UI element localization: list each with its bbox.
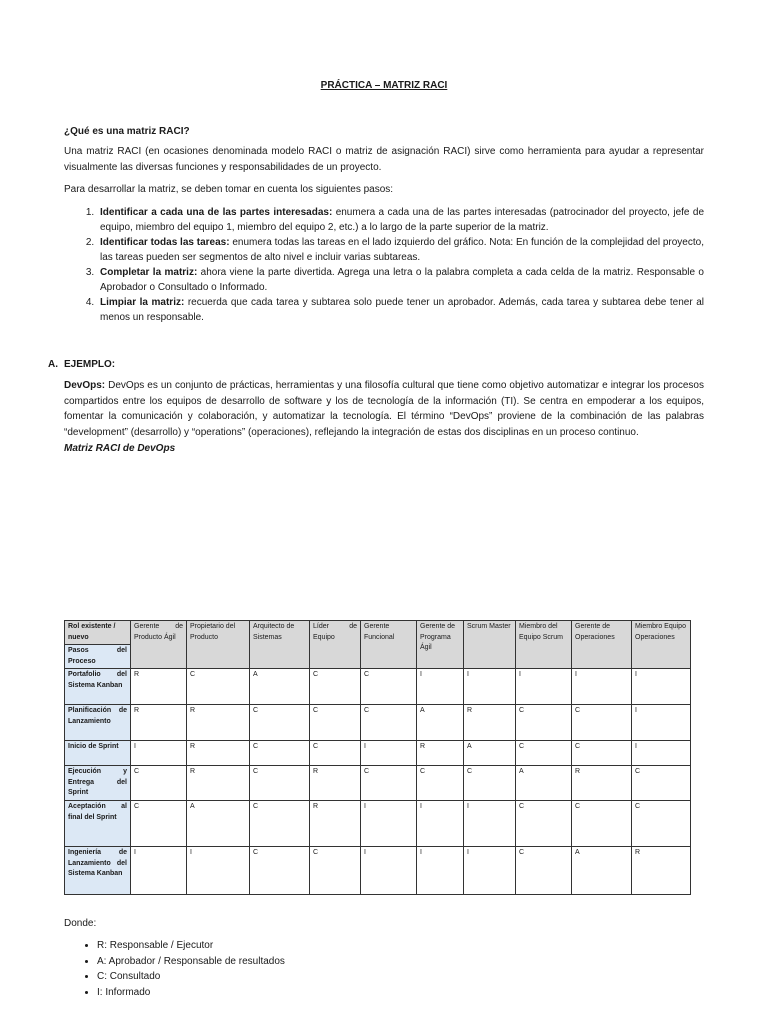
steps-list-container bbox=[64, 205, 704, 325]
legend-item: • A: Aprobador / Responsable de resultados bbox=[97, 954, 285, 970]
step-text: recuerda que cada tarea y subtarea solo puede tener un aprobador. Además, cada tarea y subtarea debe tener al menos un responsable. bbox=[100, 297, 704, 323]
raci-cell: A bbox=[464, 741, 516, 766]
raci-cell: C bbox=[632, 801, 691, 847]
role-header: Gerente Funcional bbox=[361, 621, 417, 669]
role-header: Gerente de Programa Ágil bbox=[417, 621, 464, 669]
raci-cell: R bbox=[632, 847, 691, 895]
raci-cell: C bbox=[250, 801, 310, 847]
legend-item: • I: Informado bbox=[97, 985, 285, 1001]
raci-cell: R bbox=[131, 705, 187, 741]
step-label: Completar la matriz: bbox=[100, 267, 198, 278]
raci-cell: C bbox=[250, 705, 310, 741]
raci-cell: R bbox=[310, 801, 361, 847]
raci-cell: R bbox=[417, 741, 464, 766]
section-heading bbox=[48, 359, 115, 370]
raci-cell: C bbox=[516, 705, 572, 741]
raci-cell: R bbox=[310, 766, 361, 801]
role-header: Propietario del Producto bbox=[187, 621, 250, 669]
raci-cell: C bbox=[516, 847, 572, 895]
raci-cell: C bbox=[516, 741, 572, 766]
table-row bbox=[65, 766, 691, 801]
legend-list bbox=[64, 938, 285, 1000]
raci-cell: C bbox=[250, 847, 310, 895]
raci-cell: C bbox=[250, 766, 310, 801]
raci-cell: R bbox=[464, 705, 516, 741]
corner-header-steps: Pasos del Proceso bbox=[65, 645, 131, 669]
raci-cell: A bbox=[250, 669, 310, 705]
raci-cell: C bbox=[187, 669, 250, 705]
raci-cell: A bbox=[572, 847, 632, 895]
raci-cell: I bbox=[516, 669, 572, 705]
step-label: Identificar todas las tareas: bbox=[100, 237, 230, 248]
raci-cell: C bbox=[361, 766, 417, 801]
matrix-caption: Matriz RACI de DevOps bbox=[64, 442, 176, 454]
donde-label: Donde: bbox=[64, 918, 97, 929]
role-header: Scrum Master bbox=[464, 621, 516, 669]
role-header: Gerente de Producto Ágil bbox=[131, 621, 187, 669]
table-row bbox=[65, 801, 691, 847]
raci-cell: C bbox=[572, 741, 632, 766]
section-letter: A. bbox=[48, 359, 58, 370]
row-step-label: Ingeniería de Lanzamiento del Sistema Kanban bbox=[65, 847, 131, 895]
step-text: enumera a cada una de las partes interesadas (patrocinador del proyecto, jefe de equipo, miembro del equipo 1, miembro del equipo 2, etc.) a lo largo de la parte superior de la matriz. bbox=[100, 207, 705, 233]
raci-cell: I bbox=[464, 801, 516, 847]
step-label: Limpiar la matriz: bbox=[100, 297, 185, 308]
raci-cell: I bbox=[417, 669, 464, 705]
row-step-label: Aceptación al final del Sprint bbox=[65, 801, 131, 847]
legend-item: • R: Responsable / Ejecutor bbox=[97, 938, 285, 954]
row-step-label: Ejecución y Entrega del Sprint bbox=[65, 766, 131, 801]
step-item bbox=[97, 205, 704, 235]
steps-intro: Para desarrollar la matriz, se deben tomar en cuenta los siguientes pasos: bbox=[64, 184, 394, 195]
raci-cell: I bbox=[632, 669, 691, 705]
raci-cell: R bbox=[187, 705, 250, 741]
table-row bbox=[65, 741, 691, 766]
raci-cell: A bbox=[417, 705, 464, 741]
table-row bbox=[65, 705, 691, 741]
raci-cell: C bbox=[310, 669, 361, 705]
raci-cell: I bbox=[464, 669, 516, 705]
raci-cell: R bbox=[572, 766, 632, 801]
row-step-label: Planificación de Lanzamiento bbox=[65, 705, 131, 741]
raci-cell: C bbox=[310, 847, 361, 895]
row-step-label: Portafolio del Sistema Kanban bbox=[65, 669, 131, 705]
raci-cell: I bbox=[464, 847, 516, 895]
raci-cell: C bbox=[632, 766, 691, 801]
raci-cell: C bbox=[572, 801, 632, 847]
role-header: Arquitecto de Sistemas bbox=[250, 621, 310, 669]
raci-cell: I bbox=[632, 705, 691, 741]
role-header: Gerente de Operaciones bbox=[572, 621, 632, 669]
raci-cell: C bbox=[310, 705, 361, 741]
raci-cell: I bbox=[417, 801, 464, 847]
raci-cell: A bbox=[187, 801, 250, 847]
raci-cell: R bbox=[187, 741, 250, 766]
step-text: ahora viene la parte divertida. Agrega una letra o la palabra completa a cada celda de la matriz. Responsable o Aprobador o Consultado o Informado. bbox=[100, 267, 704, 293]
section-title: EJEMPLO: bbox=[64, 359, 116, 370]
raci-cell: R bbox=[187, 766, 250, 801]
question-heading bbox=[64, 124, 704, 140]
raci-cell: I bbox=[131, 847, 187, 895]
raci-cell: C bbox=[361, 669, 417, 705]
raci-cell: C bbox=[131, 801, 187, 847]
role-header: Miembro del Equipo Scrum bbox=[516, 621, 572, 669]
devops-label: DevOps: bbox=[64, 380, 106, 391]
raci-cell: I bbox=[187, 847, 250, 895]
raci-matrix-table bbox=[64, 620, 691, 895]
raci-cell: A bbox=[516, 766, 572, 801]
devops-paragraph bbox=[64, 378, 704, 457]
table-header-row bbox=[65, 621, 691, 645]
raci-cell: C bbox=[310, 741, 361, 766]
step-item bbox=[97, 235, 704, 265]
raci-cell: I bbox=[361, 741, 417, 766]
legend-item: • C: Consultado bbox=[97, 969, 285, 985]
raci-cell: R bbox=[131, 669, 187, 705]
raci-cell: C bbox=[361, 705, 417, 741]
raci-cell: C bbox=[464, 766, 516, 801]
raci-cell: C bbox=[572, 705, 632, 741]
devops-text: DevOps es un conjunto de prácticas, herramientas y una filosofía cultural que tiene como objetivo automatizar e integrar los procesos compartidos entre los equipos de desarrollo de software y los de tecnología de la información (TI). Se centra en empoderar a los equipos, fomentar la comunicación y colaboración, y automatizar la tecnología. El término “DevOps” proviene de la combinación de las palabras “development” (desarrollo) y “operations” (operaciones), reflejando la integración de estas dos disciplinas en un proceso continuo. bbox=[64, 380, 704, 439]
table-row bbox=[65, 669, 691, 705]
raci-cell: I bbox=[632, 741, 691, 766]
role-header: Miembro Equipo Operaciones bbox=[632, 621, 691, 669]
step-text: enumera todas las tareas en el lado izquierdo del gráfico. Nota: En función de la complejidad del proyecto, las tareas pueden ser segmentos de alto nivel e incluir varias subtareas. bbox=[100, 237, 704, 263]
raci-cell: C bbox=[250, 741, 310, 766]
step-label: Identificar a cada una de las partes interesadas: bbox=[100, 207, 333, 218]
raci-cell: C bbox=[417, 766, 464, 801]
steps-list bbox=[64, 205, 704, 325]
corner-header-role: Rol existente / nuevo bbox=[65, 621, 131, 645]
page-title: PRÁCTICA – MATRIZ RACI bbox=[320, 80, 448, 91]
step-item bbox=[97, 295, 704, 325]
question-text: ¿Qué es una matriz RACI? bbox=[64, 126, 190, 137]
step-item bbox=[97, 265, 704, 295]
raci-cell: C bbox=[516, 801, 572, 847]
raci-cell: I bbox=[572, 669, 632, 705]
raci-cell: I bbox=[417, 847, 464, 895]
raci-cell: I bbox=[361, 847, 417, 895]
row-step-label: Inicio de Sprint bbox=[65, 741, 131, 766]
role-header: Líder de Equipo bbox=[310, 621, 361, 669]
raci-cell: I bbox=[131, 741, 187, 766]
intro-paragraph: Una matriz RACI (en ocasiones denominada modelo RACI o matriz de asignación RACI) sirve como herramienta para ayudar a representar visualmente las diversas funciones y responsabilidades de un proyecto. bbox=[64, 146, 704, 173]
raci-cell: C bbox=[131, 766, 187, 801]
raci-cell: I bbox=[361, 801, 417, 847]
table-row bbox=[65, 847, 691, 895]
